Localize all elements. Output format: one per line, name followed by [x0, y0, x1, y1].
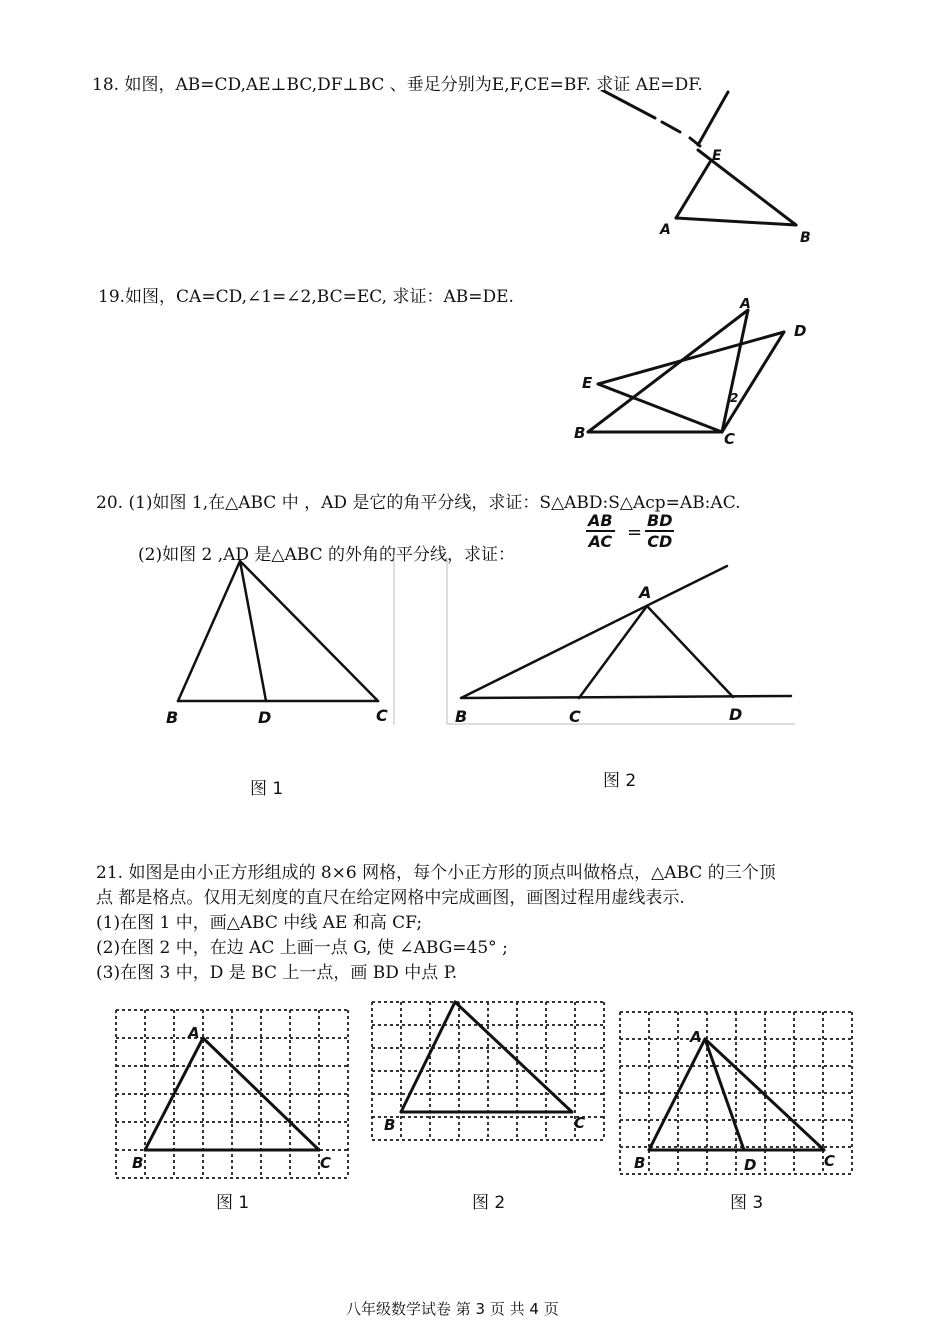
q21-grid2-label-b: B	[384, 1116, 396, 1134]
q20-fig2-ac	[579, 606, 647, 698]
q20-frac-left-den: AC	[588, 532, 613, 551]
q20-frac-right-num: BD	[647, 511, 673, 530]
q20-fraction-ab-ac	[586, 511, 615, 551]
q21-line1: 21. 如图是由小正方形组成的 8×6 网格，每个小正方形的顶点叫做格点，△ABC 的三个顶	[96, 863, 776, 883]
q20-frac-equals: =	[627, 522, 643, 543]
q20-fig2-label-c: C	[569, 707, 581, 726]
q19-segment-ec	[598, 384, 722, 432]
q19-segment-ba	[588, 310, 748, 432]
q21-grid2-ab	[401, 1002, 455, 1112]
q20-fig2-label-d: D	[729, 705, 743, 724]
q20-fig2-ad	[647, 606, 733, 697]
q20-figure-2	[445, 558, 800, 730]
q21-grid2-label-c: C	[574, 1114, 586, 1132]
q20-fig1-label-b: B	[166, 708, 179, 727]
q20-fig2-label-a: A	[639, 583, 652, 602]
q21-line2: 点 都是格点。仅用无刻度的直尺在给定网格中完成画图，画图过程用虚线表示.	[96, 888, 685, 908]
q21-grid2-ac	[455, 1002, 572, 1112]
q19-text: 19.如图，CA=CD,∠1=∠2,BC=EC, 求证：AB=DE.	[98, 287, 514, 307]
q18-label-e: E	[712, 148, 722, 164]
q18-segment-dash-1	[602, 90, 655, 118]
q20-fig1-label-d: D	[258, 708, 272, 727]
q20-fraction-bd-cd	[645, 511, 674, 551]
q18-segment-ab	[676, 218, 796, 225]
q18-segment-dash-2	[662, 122, 680, 132]
q19-label-d: D	[794, 322, 807, 340]
q20-figure-1	[160, 555, 400, 735]
q21-line4: (2)在图 2 中，在边 AC 上画一点 G, 使 ∠ABG=45° ;	[96, 938, 508, 958]
q20-frac-right-den: CD	[647, 532, 673, 551]
q21-grid3-label-d: D	[744, 1156, 757, 1174]
q19-label-b: B	[574, 424, 586, 442]
q21-grid1-label-a: A	[188, 1024, 200, 1042]
q21-grid-3	[618, 1010, 854, 1182]
q18-label-a: A	[660, 222, 671, 238]
q20-frac-left-num: AB	[588, 511, 613, 530]
q20-fig2-caption: 图 2	[603, 771, 637, 791]
q20-line1: 20. (1)如图 1,在△ABC 中 ，AD 是它的角平分线，求证：S△ABD:S△Acp=AB:AC.	[96, 493, 741, 513]
q18-segment-upper	[698, 92, 728, 145]
q18-text: 18. 如图，AB=CD,AE⊥BC,DF⊥BC 、垂足分别为E,F,CE=BF. 求证 AE=DF.	[92, 75, 703, 95]
q21-grid1-caption: 图 1	[216, 1193, 250, 1213]
q20-fig1-label-c: C	[376, 706, 388, 725]
q21-grid2-caption: 图 2	[472, 1193, 506, 1213]
q21-grid3-label-b: B	[634, 1154, 646, 1172]
q18-figure	[600, 90, 830, 250]
q21-grid-2	[370, 1000, 606, 1148]
q19-label-a: A	[740, 298, 751, 312]
q21-grid3-label-c: C	[824, 1152, 836, 1170]
q19-label-2: 2	[730, 391, 739, 405]
q21-grid3-label-a: A	[690, 1028, 702, 1046]
q20-fig2-label-b: B	[455, 707, 468, 726]
q19-label-e: E	[582, 374, 593, 392]
q20-fig1-caption: 图 1	[250, 779, 284, 799]
page-footer: 八年级数学试卷 第 3 页 共 4 页	[346, 1300, 559, 1318]
q21-grid1-label-b: B	[132, 1154, 144, 1172]
q21-grid3-caption: 图 3	[730, 1193, 764, 1213]
q18-label-b: B	[800, 230, 811, 246]
q21-line5: (3)在图 3 中，D 是 BC 上一点，画 BD 中点 P.	[96, 963, 458, 983]
q19-figure	[570, 298, 820, 453]
q18-segment-ae	[676, 162, 710, 218]
q20-line2: (2)如图 2 ,AD 是△ABC 的外角的平分线，求证：	[138, 545, 515, 565]
q20-fig1-ab	[178, 561, 240, 701]
q20-fig2-line-bd	[461, 696, 791, 698]
q20-fig1-ac	[240, 561, 378, 701]
q21-grid-1	[114, 1008, 350, 1184]
q21-line3: (1)在图 1 中，画△ABC 中线 AE 和高 CF;	[96, 913, 423, 933]
q21-grid1-label-c: C	[320, 1154, 332, 1172]
q19-label-c: C	[724, 430, 736, 448]
